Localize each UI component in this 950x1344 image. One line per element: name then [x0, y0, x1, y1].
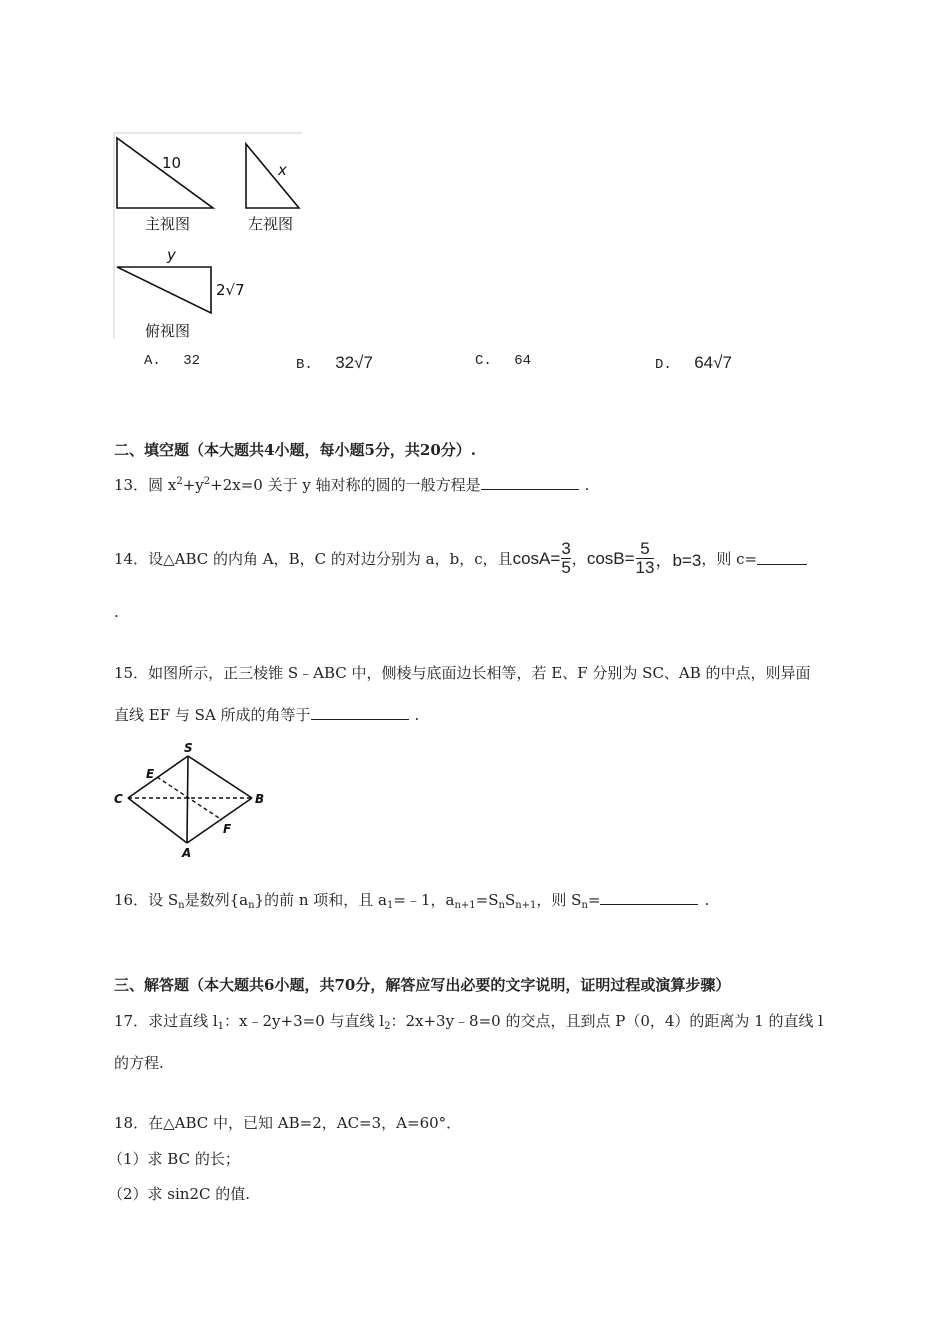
option-c: [475, 353, 531, 369]
q13-sup1: 2: [176, 476, 183, 487]
option-d-letter: D.: [655, 357, 672, 373]
side-view-length: x: [278, 161, 287, 179]
edge-BA: [187, 798, 252, 843]
q13-text-a: 圆 x: [148, 476, 177, 494]
question-18: [114, 1112, 461, 1133]
q17-t2: ：x﹣2y+3=0 与直线 l: [224, 1012, 385, 1030]
question-13: [114, 474, 589, 495]
q14-cosB-fraction: [636, 540, 655, 577]
q14-sep: ，: [571, 550, 587, 568]
side-view-label: 左视图: [248, 215, 294, 233]
three-view-drawing: [112, 130, 304, 342]
q16-t7: ，则 S: [536, 891, 582, 909]
label-B: B: [255, 792, 265, 806]
q16-t5: =S: [475, 891, 499, 909]
front-view-label: 主视图: [145, 215, 191, 233]
label-F: F: [223, 822, 232, 836]
option-d: [655, 353, 732, 373]
section-3-heading: 三、解答题（本大题共6小题，共70分，解答应写出必要的文字说明，证明过程或演算步骤）: [114, 976, 731, 994]
q13-answer-blank[interactable]: [481, 474, 579, 490]
top-view-triangle: [117, 267, 211, 313]
q14-end: .: [114, 603, 119, 621]
q16-s6: n+1: [515, 900, 537, 911]
option-d-value: 64√7: [694, 353, 732, 372]
q18-number: 18．: [114, 1114, 149, 1132]
option-a-value: 32: [183, 353, 201, 369]
q13-text-c: +2x=0 关于 y 轴对称的圆的一般方程是: [210, 476, 481, 494]
q15-end: .: [414, 706, 420, 724]
three-view-figure: [112, 130, 304, 342]
edge-SA: [187, 756, 188, 843]
question-14: [114, 540, 807, 577]
q18-text: 在△ABC 中，已知 AB=2，AC=3，A=60°．: [148, 1114, 462, 1132]
option-a-letter: A.: [144, 353, 161, 369]
q15-line2: 直线 EF 与 SA 所成的角等于: [114, 706, 311, 724]
top-view-label: 俯视图: [145, 322, 191, 340]
option-a: [144, 353, 200, 369]
side-view-triangle: [246, 144, 299, 208]
label-C: C: [114, 792, 123, 806]
q14-cosB: cosB=: [586, 548, 635, 568]
q14-cosB-den: 13: [635, 558, 655, 577]
q16-s3: 1: [387, 900, 394, 911]
question-15-line1: [114, 662, 811, 683]
q17-t3: ：2x+3y﹣8=0 的交点，且到点 P（0，4）的距离为 1 的直线 l: [390, 1012, 824, 1030]
q16-s1: n: [178, 900, 185, 911]
q14-cosA: cosA=: [512, 548, 561, 568]
option-c-letter: C.: [475, 353, 492, 369]
q16-s5: n: [498, 900, 505, 911]
question-16: [114, 889, 709, 911]
q16-s4: n+1: [454, 900, 476, 911]
pyramid-figure: [112, 740, 272, 860]
q16-t4: =﹣1，a: [393, 891, 455, 909]
pyramid-drawing: [112, 740, 272, 860]
q16-s2: n: [248, 900, 255, 911]
label-A: A: [182, 846, 192, 860]
q16-t3: }的前 n 项和，且 a: [254, 891, 387, 909]
label-E: E: [146, 767, 155, 781]
q16-answer-blank[interactable]: [600, 889, 698, 905]
q14-text: 设△ABC 的内角 A，B，C 的对边分别为 a，b，c，且: [148, 550, 513, 568]
q16-t8: =: [587, 891, 601, 909]
q15-answer-blank[interactable]: [311, 704, 409, 720]
front-view-length: 10: [162, 154, 182, 172]
q18-part1: （1）求 BC 的长；: [108, 1150, 240, 1168]
q13-number: 13．: [114, 476, 149, 494]
q14-number: 14．: [114, 550, 149, 568]
q17-number: 17．: [114, 1012, 149, 1030]
q16-t1: 设 S: [148, 891, 179, 909]
option-b-value: 32√7: [335, 353, 373, 372]
option-b: [296, 353, 373, 373]
section-2-heading: 二、填空题（本大题共4小题，每小题5分，共20分）.: [114, 441, 476, 459]
question-15-line2: [114, 704, 419, 725]
q13-end: .: [584, 476, 590, 494]
q16-end: .: [704, 891, 710, 909]
q17-line2: 的方程.: [114, 1054, 164, 1072]
top-view-length-y: y: [167, 246, 176, 264]
q14-cosA-num: 3: [561, 539, 571, 558]
q16-t6: S: [504, 891, 516, 909]
front-view-triangle: [117, 138, 213, 208]
q14-answer-blank[interactable]: [757, 549, 807, 565]
q14-cosA-fraction: [561, 540, 570, 577]
question-17-line1: [114, 1010, 823, 1032]
option-c-value: 64: [514, 353, 532, 369]
q13-sup2: 2: [203, 476, 211, 487]
option-b-letter: B.: [296, 357, 313, 373]
q15-number: 15．: [114, 664, 149, 682]
q18-part2: （2）求 sin2C 的值.: [108, 1185, 251, 1203]
q17-s1: 1: [217, 1021, 225, 1032]
label-S: S: [184, 741, 193, 755]
q14-tail: ，则 c=: [701, 550, 758, 568]
edge-CA: [128, 798, 187, 843]
q14-cosB-num: 5: [640, 539, 650, 558]
q17-t1: 求过直线 l: [148, 1012, 218, 1030]
top-view-length-side: 2√7: [216, 281, 245, 299]
q16-s7: n: [581, 900, 588, 911]
q17-s2: 2: [384, 1021, 391, 1032]
q14-b-eq: ，b=3: [655, 551, 702, 570]
edge-SB: [188, 756, 252, 798]
q15-line1: 如图所示，正三棱锥 S﹣ABC 中，侧棱与底面边长相等，若 E、F 分别为 SC、AB 的中点，则异面: [148, 664, 811, 682]
q14-cosA-den: 5: [561, 558, 571, 577]
q16-t2: 是数列{a: [184, 891, 249, 909]
q13-text-b: +y: [182, 476, 204, 494]
q16-number: 16．: [114, 891, 149, 909]
